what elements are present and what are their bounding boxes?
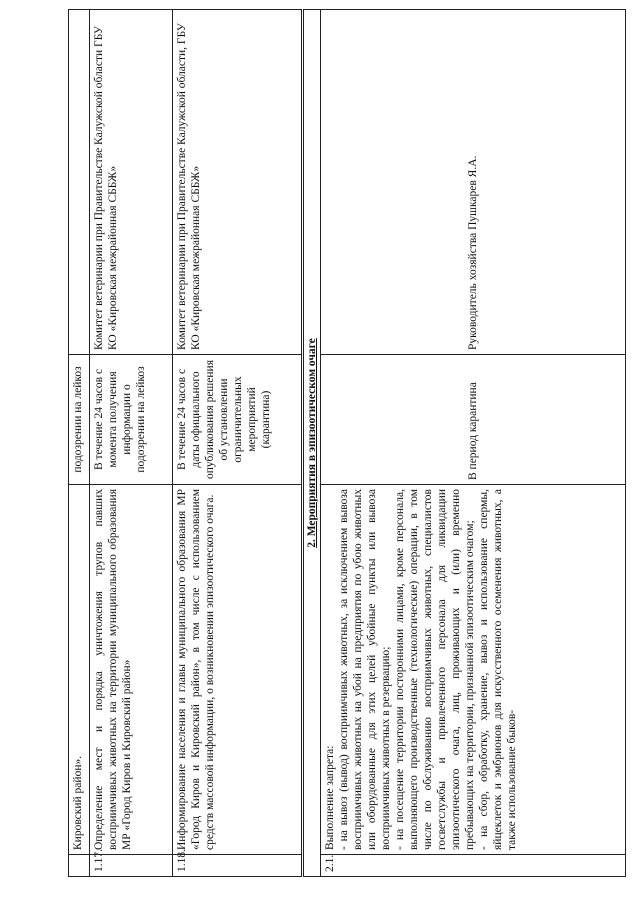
action-cell: Информирование населения и главы муниципального образования МР «Город Киров и Кировский район», в том числе с использованием средств массовой информации, о возникновении эпизоотического очага. — [173, 485, 303, 855]
term-cell: В течение 24 часов с даты официального опубликования решения об установлении ограничительных мероприятий (карантина) — [173, 355, 303, 485]
action-line: - на посещение территории посторонними лицами, кроме персонала, выполняющего производственные (технологические) операции, в том числе по обслуживанию восприимчивых животных, специалистов госветслужбы и привлеченного персонала для ликвидации эпизоотического очага, лиц, проживающих и (или) временно пребывающих на территории, признанной эпизоотическим очагом; — [394, 489, 476, 850]
term-cell: В период карантина — [321, 355, 626, 485]
action-line: - на сбор, обработку, хранение, вывоз и использование спермы, яйцеклеток и эмбрионов для искусственного осеменения животных, а также использование быков- — [478, 489, 518, 850]
responsible-cell: Комитет ветеринарии при Правительстве Калужской области ГБУ КО «Кировская межрайонная СББЖ» — [90, 10, 173, 355]
responsible-cell: Комитет ветеринарии при Правительстве Калужской области, ГБУ КО «Кировская межрайонная СББЖ» — [173, 10, 303, 355]
measures-table — [68, 9, 626, 877]
action-cell: Определение мест и порядка уничтожения трупов павших восприимчивых животных на территории муниципального образования МР «Город Киров и Кировский район» — [90, 485, 173, 855]
row-number-cell: 2.1. — [321, 855, 626, 877]
term-cell: В течение 24 часов с момента получения информации о подозрении на лейкоз — [90, 355, 173, 485]
row-number-cell: 1.17. — [90, 855, 173, 877]
section-header-row — [303, 10, 321, 877]
section-title-cell — [303, 10, 321, 877]
row-number-cell — [69, 855, 90, 877]
row-number-cell: 1.18. — [173, 855, 303, 877]
table-row-1-17 — [90, 10, 173, 877]
table-row-2-1 — [321, 10, 626, 877]
action-line: - на вывоз (вывод) восприимчивых животных, за исключением вывоза восприимчивых животных на убой на предприятия по убою животных или оборудованные для этих целей убойные пункты или вывоза восприимчивых животных в резервацию; — [338, 489, 392, 850]
action-line: Выполнение запрета: — [324, 745, 336, 850]
table-row-1-18 — [173, 10, 303, 877]
table-row-continuation — [69, 10, 90, 877]
responsible-cell: Руководитель хозяйства Пушкарев Я.А. — [321, 10, 626, 355]
responsible-cell — [69, 10, 90, 355]
section-title: 2. Мероприятия в эпизоотическом очаге — [306, 338, 318, 548]
term-cell: подозрении на лейкоз — [69, 355, 90, 485]
action-cell: Кировский район». — [69, 485, 90, 855]
action-cell — [321, 485, 626, 855]
